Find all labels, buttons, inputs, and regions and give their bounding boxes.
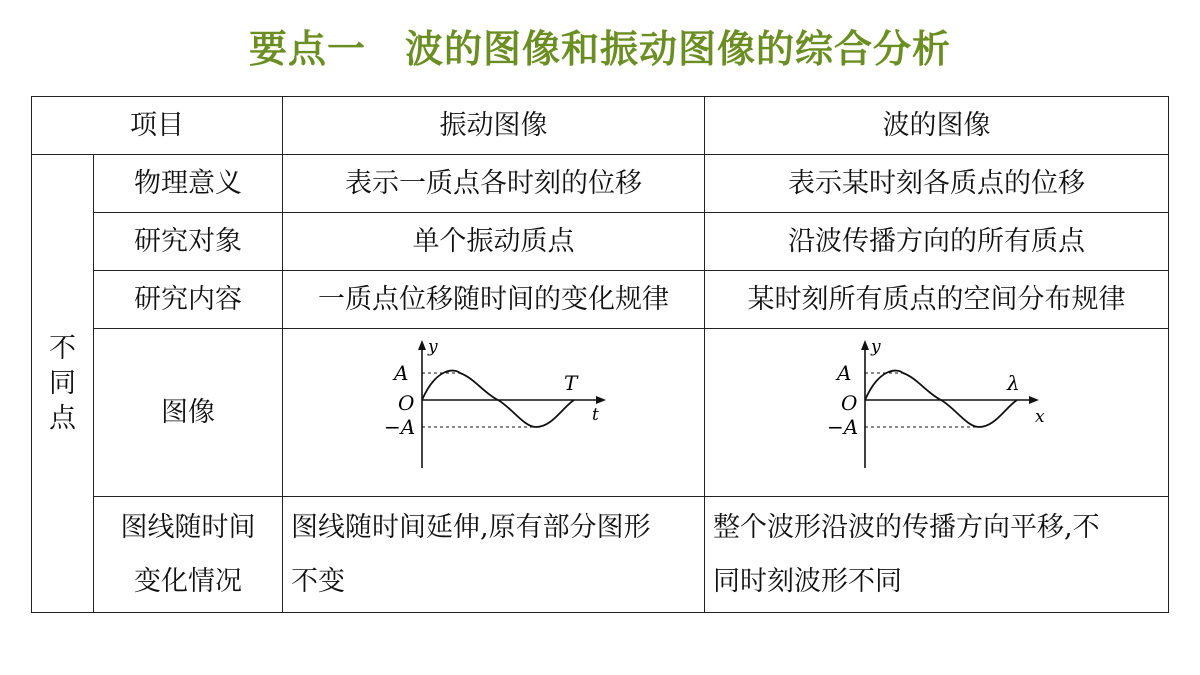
page-title: 要点一 波的图像和振动图像的综合分析: [248, 27, 951, 71]
table-row: [32, 497, 1169, 613]
cell-vibration: 表示一质点各时刻的位移: [283, 155, 705, 213]
row-label: 研究对象: [94, 213, 283, 271]
origin-label: O: [840, 390, 857, 415]
table-header-row: [32, 97, 1169, 155]
header-vibration: 振动图像: [283, 97, 705, 155]
cell-line: 图线随时间延伸,原有部分图形: [291, 511, 651, 543]
cell-wave: 表示某时刻各质点的位移: [705, 155, 1169, 213]
y-arrow: [418, 340, 426, 350]
cell-wave: [705, 497, 1169, 613]
neg-amp-label: −A: [383, 414, 415, 439]
end-label: λ: [1006, 370, 1020, 395]
comparison-table: [31, 96, 1169, 613]
end-label: T: [563, 370, 577, 395]
table-row: [32, 271, 1169, 329]
y-axis-label: y: [427, 337, 438, 357]
cell-vibration: 一质点位移随时间的变化规律: [283, 271, 705, 329]
cell-line: 整个波形沿波的传播方向平移,不: [713, 511, 1100, 543]
cell-line: 不变: [291, 565, 345, 597]
sine-curve: [422, 371, 574, 427]
row-label: [94, 497, 283, 613]
cell-vibration: [283, 497, 705, 613]
header-item: 项目: [32, 97, 283, 155]
sine-curve: [865, 371, 1017, 427]
side-label-char: 同: [49, 367, 76, 399]
y-axis-label: y: [870, 337, 881, 357]
side-label: [32, 155, 94, 613]
amp-label: A: [836, 360, 851, 385]
y-arrow: [861, 340, 869, 350]
neg-amp-label: −A: [826, 414, 858, 439]
row-label: 图像: [94, 329, 283, 497]
x-axis-label: t: [591, 404, 599, 425]
table-row: [32, 213, 1169, 271]
amp-label: A: [393, 360, 408, 385]
row-label-line: 变化情况: [134, 565, 242, 597]
header-wave: 波的图像: [705, 97, 1169, 155]
vibration-graph: [374, 338, 614, 478]
cell-vibration: 单个振动质点: [283, 213, 705, 271]
row-label: 物理意义: [94, 155, 283, 213]
cell-wave-graph: [705, 329, 1169, 497]
table-row-graph: [32, 329, 1169, 497]
row-label: 研究内容: [94, 271, 283, 329]
origin-label: O: [397, 390, 414, 415]
side-label-char: 点: [49, 403, 76, 435]
x-arrow: [1029, 396, 1039, 404]
table-row: [32, 155, 1169, 213]
cell-wave: 某时刻所有质点的空间分布规律: [705, 271, 1169, 329]
side-label-char: 不: [49, 332, 76, 364]
cell-vibration-graph: [283, 329, 705, 497]
x-axis-label: x: [1034, 406, 1045, 427]
cell-wave: 沿波传播方向的所有质点: [705, 213, 1169, 271]
cell-line: 同时刻波形不同: [713, 565, 902, 597]
x-arrow: [596, 396, 606, 404]
row-label-line: 图线随时间: [120, 511, 256, 543]
wave-graph: [817, 338, 1057, 478]
